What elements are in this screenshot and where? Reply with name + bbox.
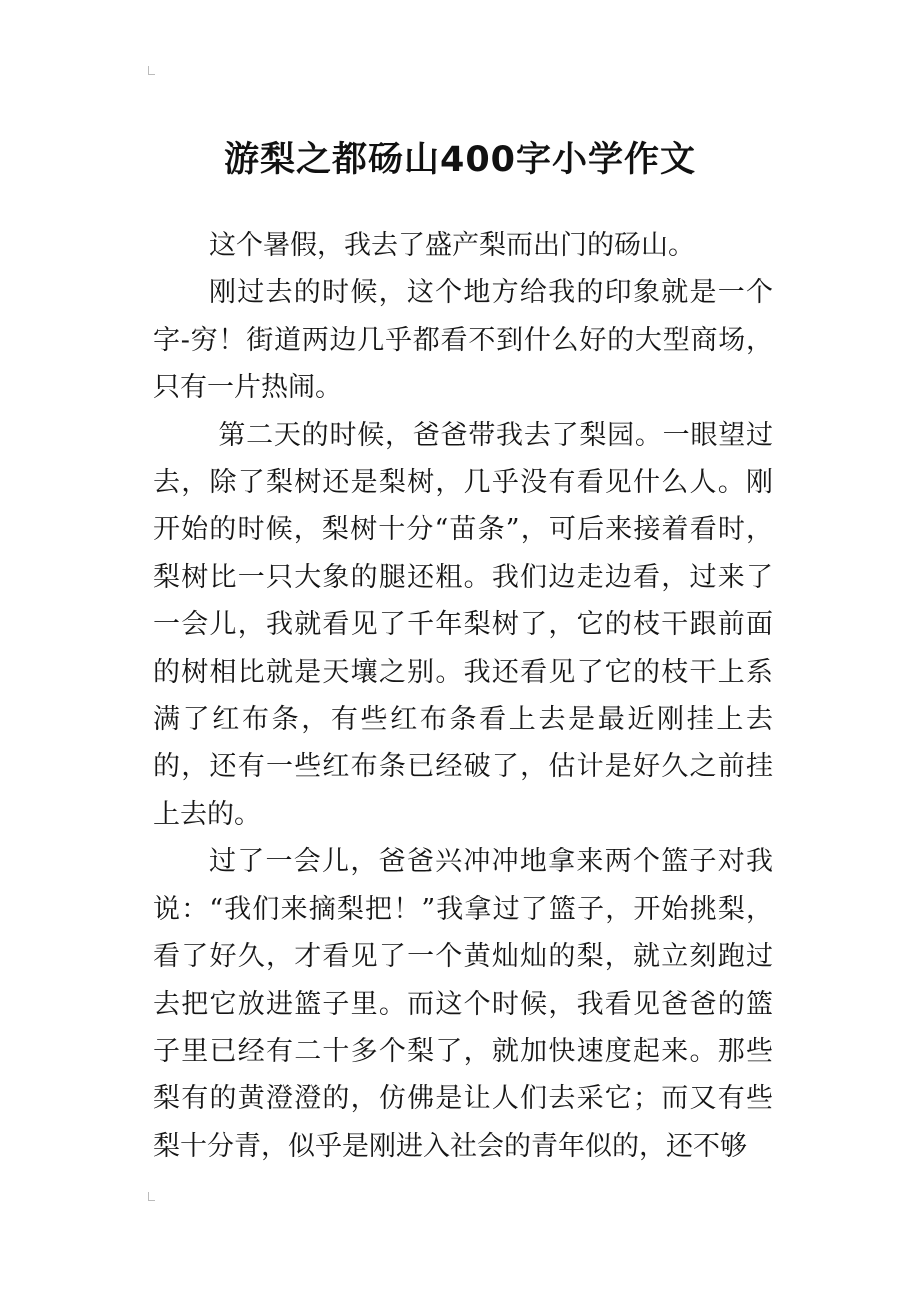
corner-mark-icon xyxy=(148,66,155,75)
corner-mark-icon xyxy=(148,1192,155,1201)
paragraph-3: 第二天的时候，爸爸带我去了梨园。一眼望过去，除了梨树还是梨树，几乎没有看见什么人。刚开始的时候，梨树十分“苗条”，可后来接着看时，梨树比一只大象的腿还粗。我们边走边看，过来了一会儿，我就看见了千年梨树了，它的枝干跟前面的树相比就是天壤之别。我还看见了它的枝干上系满了红布条，有些红布条看上去是最近刚挂上去的，还有一些红布条已经破了，估计是好久之前挂上去的。 xyxy=(153,419,773,830)
paragraph-2: 刚过去的时候，这个地方给我的印象就是一个字-穷！街道两边几乎都看不到什么好的大型商场，只有一片热闹。 xyxy=(153,277,773,404)
essay-body xyxy=(153,222,773,1170)
document-title: 游梨之都砀山400字小学作文 xyxy=(223,140,697,181)
paragraph-1: 这个暑假，我去了盛产梨而出门的砀山。 xyxy=(209,230,695,261)
paragraph-4: 过了一会儿，爸爸兴冲冲地拿来两个篮子对我说：“我们来摘梨把！”我拿过了篮子，开始挑梨，看了好久，才看见了一个黄灿灿的梨，就立刻跑过去把它放进篮子里。而这个时候，我看见爸爸的篮子里已经有二十多个梨了，就加快速度起来。那些梨有的黄澄澄的，仿佛是让人们去采它；而又有些梨十分青，似乎是刚进入社会的青年似的，还不够 xyxy=(153,846,773,1162)
